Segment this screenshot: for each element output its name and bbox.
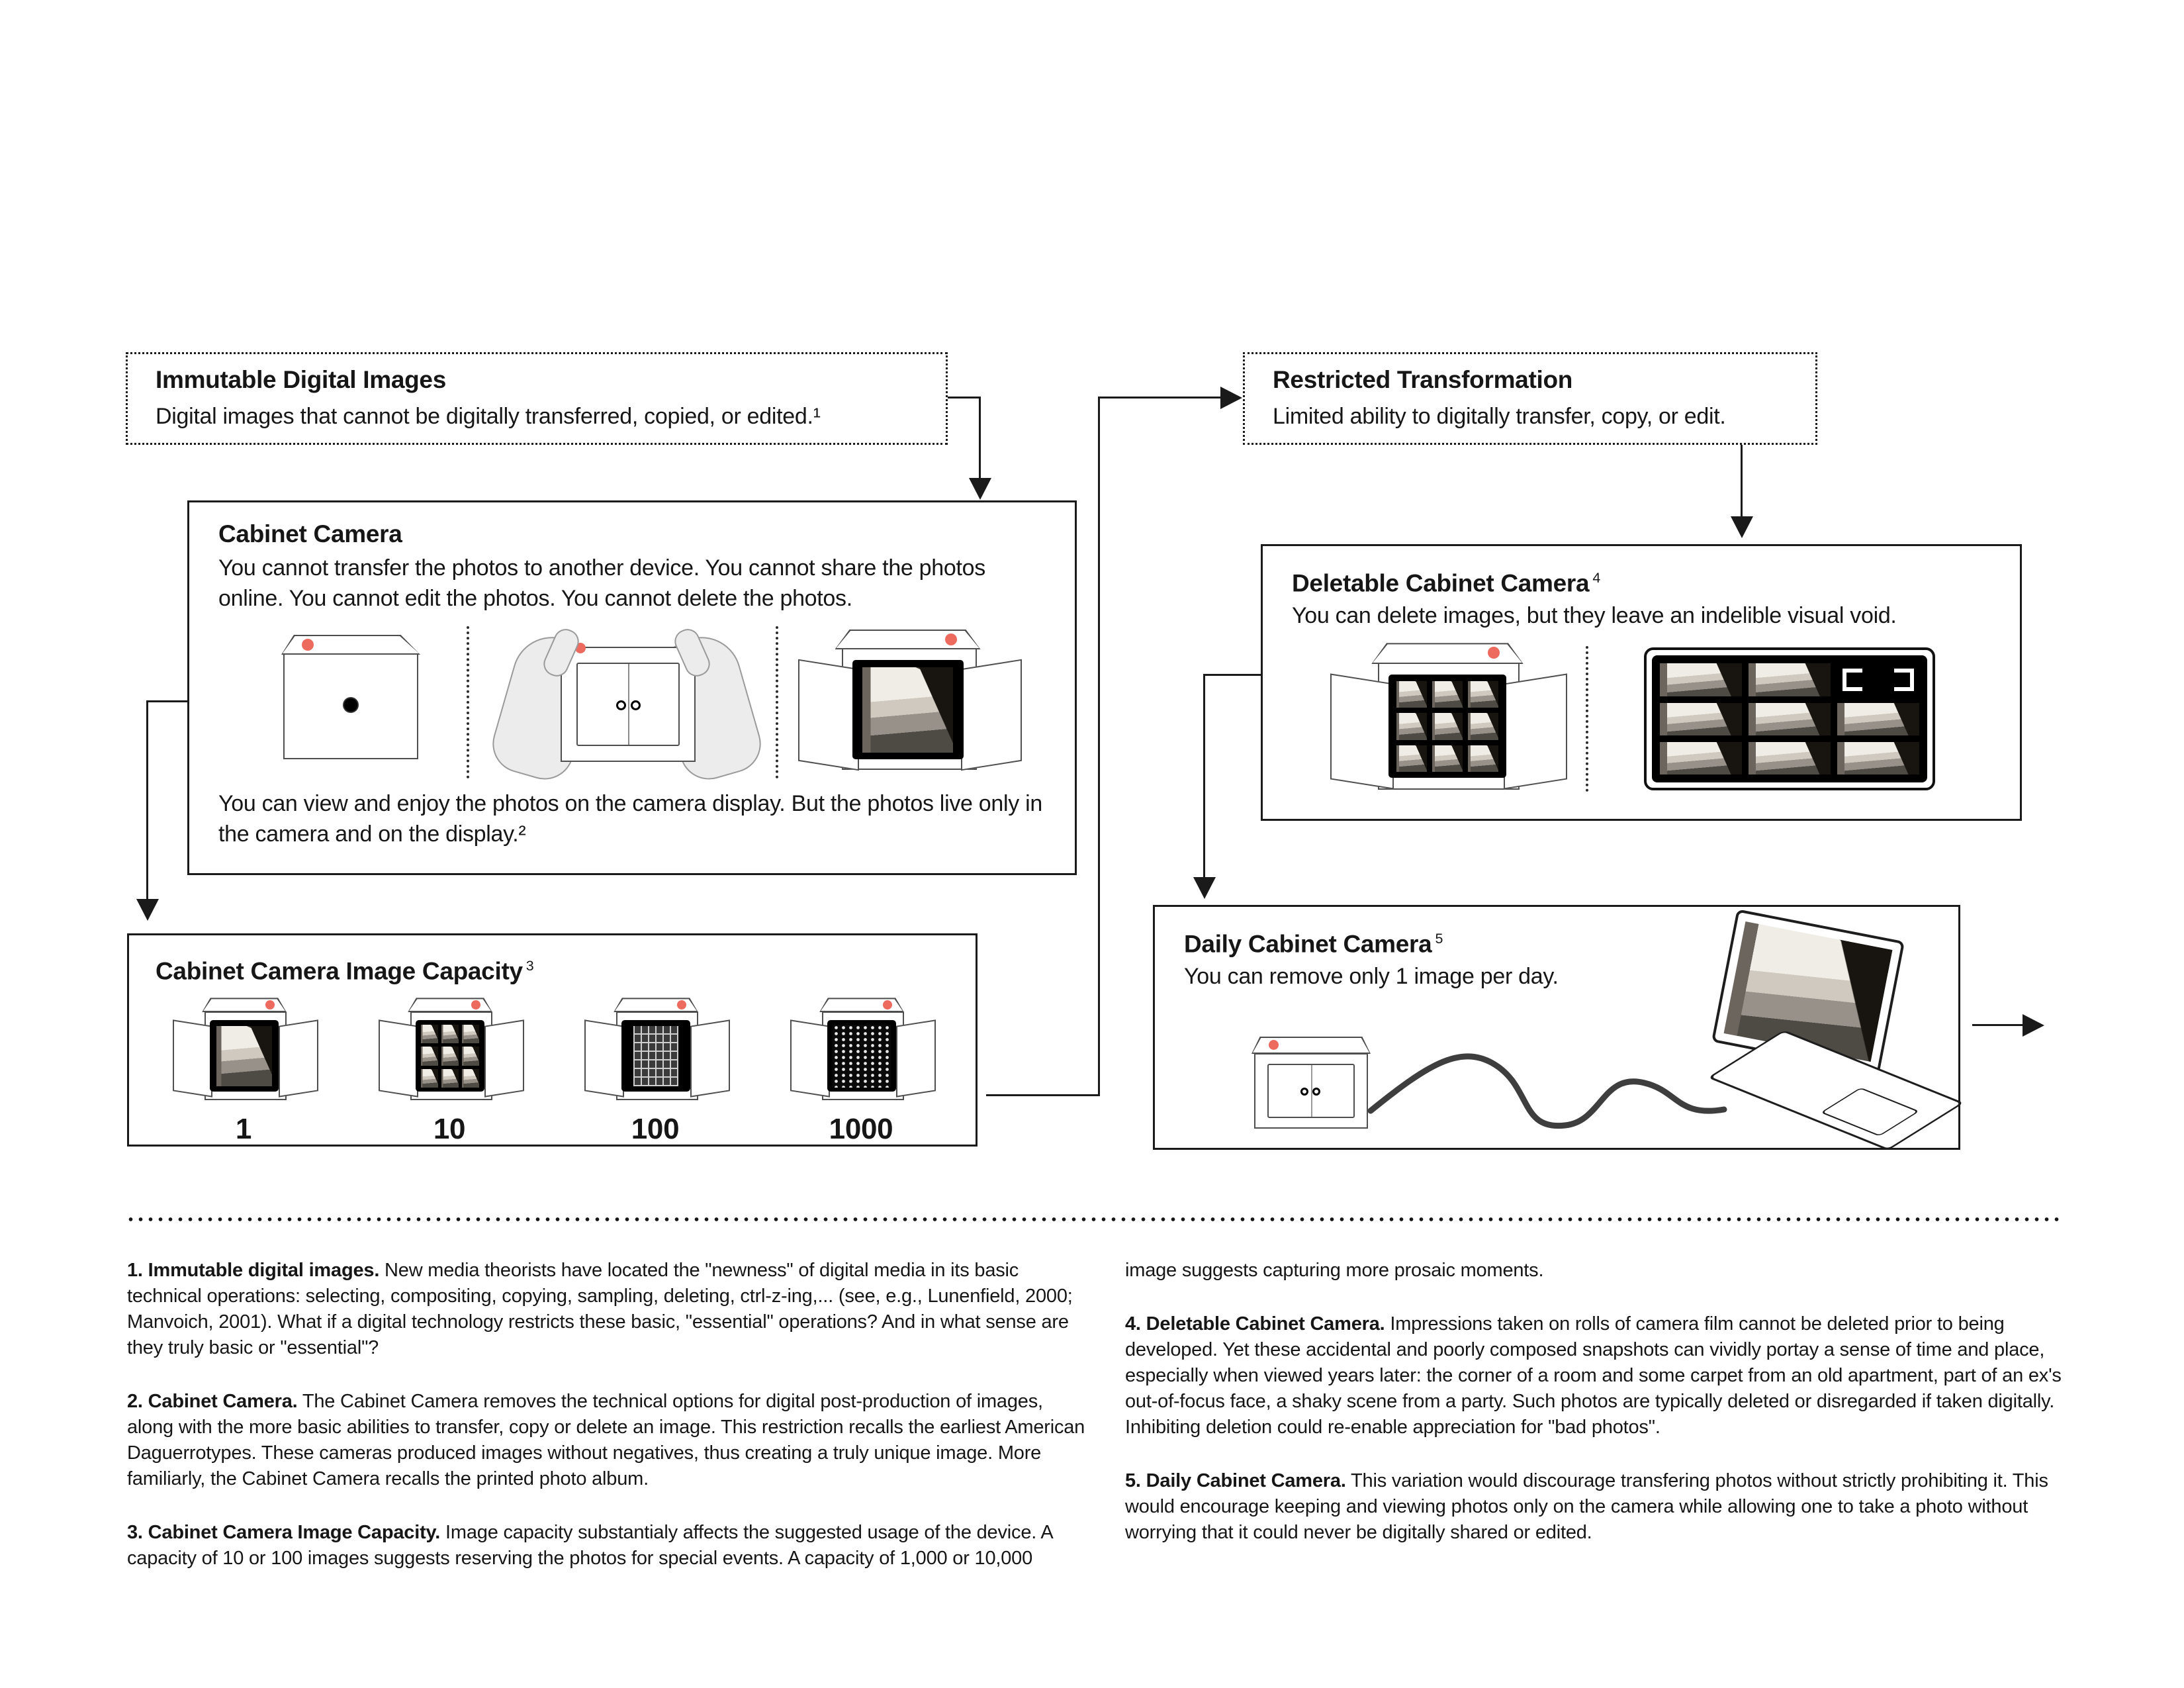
- open-door-right: [961, 659, 1022, 771]
- capacity-label-10: 10: [433, 1113, 466, 1146]
- photo-thumbnail: [1837, 742, 1919, 774]
- restricted-transformation-box: [1243, 352, 1817, 445]
- footnote-marker: 4: [1592, 570, 1600, 586]
- photo-thumbnail: [1468, 713, 1498, 739]
- capacity-label-1: 1: [235, 1113, 252, 1146]
- connector-capacity-to-restricted-h2: [1098, 397, 1222, 399]
- open-door-left: [584, 1020, 624, 1098]
- door-knob: [616, 700, 626, 710]
- capacity-title: Cabinet Camera Image Capacity $^3$: [156, 957, 534, 985]
- connector-cabinet-to-capacity-h: [146, 700, 189, 702]
- connector-immutable-to-cabinet-h: [946, 397, 981, 399]
- photo-thumbnail: [1396, 681, 1427, 708]
- door-knob: [1312, 1088, 1320, 1096]
- footnote-marker: 5: [1435, 931, 1443, 947]
- footnote-1: 1. Immutable digital images. New media theorists have located the "newness" of digital media in its basic technical operations: selecting, compositing, copying, sampling, deleting, ctrl-z-ing,... (see, e.g., Lunenfield, 2000; Manvoich, 2001). What if a digital technology restricts these basic, "essential" operations? And in what sense are they truly basic or "essential"?: [127, 1260, 1073, 1358]
- cabinet-title: Cabinet Camera: [218, 520, 402, 547]
- camera-display: [210, 1020, 279, 1092]
- photo-thumbnail: [1660, 703, 1742, 735]
- camera-display: [416, 1020, 484, 1092]
- red-indicator-dot: [1269, 1040, 1279, 1050]
- footnote-4: 4. Deletable Cabinet Camera. Impressions taken on rolls of camera film cannot be deleted prior to being developed. Yet these accidental and poorly composed snapshots can vividly portay a sense of time and place, especially when viewed years later: the corner of a room and some carpet from an old apartment, part of an ex's out-of-focus face, a shaky scene from a party. Such photos are typically deleted or disregarded if taken digitally. Inhibiting deletion could re-enable appreciation for "bad photos".: [1125, 1313, 2062, 1438]
- camera-lid: [835, 630, 981, 649]
- arrow-right-outgoing: [2023, 1014, 2044, 1037]
- capacity-label-100: 100: [631, 1113, 680, 1146]
- open-camera-grid-illustration: [1292, 643, 1586, 795]
- capacity-item-100: [572, 998, 738, 1146]
- immutable-digital-images-box: [126, 352, 948, 445]
- photo-thumbnail: [1660, 663, 1742, 696]
- photo-thumbnail: [1749, 742, 1831, 774]
- arrow-down-into-daily: [1193, 877, 1216, 899]
- footnote-divider: [126, 1217, 2061, 1222]
- daily-title: Daily Cabinet Camera $^5$: [1184, 930, 1443, 958]
- cabinet-camera-box: [187, 500, 1077, 875]
- camera-closed-doors: [1267, 1064, 1355, 1118]
- connector-daily-outgoing-h: [1972, 1024, 2024, 1026]
- capacity-item-1000: [778, 998, 944, 1146]
- capacity-box: [127, 933, 978, 1147]
- camera-body: [1254, 1053, 1368, 1129]
- cabinet-caption: You can view and enjoy the photos on the camera display. But the photos live only in the camera and on the display.²: [218, 791, 1042, 847]
- capacity-label-1000: 1000: [829, 1113, 893, 1146]
- photo-grid-with-void: [1652, 655, 1927, 782]
- photo-thumbnail: [1660, 742, 1742, 774]
- footnotes-column-left: [127, 1258, 1085, 1599]
- restricted-title: Restricted Transformation: [1273, 366, 1573, 393]
- connector-capacity-to-restricted-v: [1098, 397, 1100, 1096]
- immutable-desc: Digital images that cannot be digitally transferred, copied, or edited.¹: [156, 404, 821, 429]
- photo-thumbnail: [216, 1026, 271, 1086]
- open-door-left: [798, 659, 859, 771]
- immutable-title: Immutable Digital Images: [156, 366, 446, 393]
- camera-closed-doors: [576, 663, 680, 746]
- open-door-right: [896, 1020, 936, 1098]
- connector-cabinet-to-capacity-v: [146, 700, 148, 901]
- footnote-2: 2. Cabinet Camera. The Cabinet Camera removes the technical options for digital post-production of images, along with the more basic abilities to transfer, copy or delete an image. This restriction recalls the earliest American Daguerrotypes. These cameras produced images without negatives, thus creating a truly unique image. More familiarly, the Cabinet Camera recalls the printed photo album.: [127, 1391, 1085, 1489]
- cabinet-desc: You cannot transfer the photos to another device. You cannot share the photos online. You cannot edit the photos. You cannot delete the photos.: [218, 555, 985, 611]
- photo-grid-100: [633, 1026, 679, 1086]
- camera-display: [1388, 675, 1506, 778]
- deleted-photo-void: [1837, 663, 1919, 696]
- arrow-down-into-cabinet: [969, 478, 991, 500]
- connector-restricted-to-deletable-v: [1741, 444, 1743, 518]
- camera-display: [852, 660, 964, 759]
- camera-held-body: [561, 647, 696, 762]
- photo-thumbnail: [1396, 713, 1427, 739]
- capacity-item-10: [367, 998, 532, 1146]
- open-camera-dots: [778, 998, 944, 1102]
- photo-thumbnail: [1468, 745, 1498, 772]
- lens-icon: [344, 698, 357, 712]
- laptop-illustration: [1711, 924, 1936, 1136]
- void-brackets-icon: [1894, 671, 1914, 691]
- photo-grid-9: [421, 1025, 478, 1088]
- cabinet-illustration-row: [218, 623, 1046, 782]
- laptop-touchpad: [1821, 1088, 1920, 1137]
- photo-grid-9: [1396, 681, 1498, 772]
- daily-camera-illustration: [1251, 1037, 1371, 1129]
- void-display-wrap: [1588, 643, 1991, 795]
- door-split-line: [628, 664, 629, 745]
- restricted-desc: Limited ability to digitally transfer, copy, or edit.: [1273, 404, 1726, 429]
- footnotes-column-right: [1125, 1258, 2068, 1573]
- open-door-right: [690, 1020, 730, 1098]
- camera-body: [283, 653, 418, 759]
- connector-capacity-to-restricted-h1: [986, 1094, 1100, 1096]
- large-display: [1644, 647, 1935, 790]
- open-door-left: [379, 1020, 418, 1098]
- footnote-marker: 3: [525, 958, 534, 974]
- photo-grid-1000: [833, 1025, 890, 1088]
- connector-immutable-to-cabinet-v: [979, 397, 981, 480]
- footnote-5: 5. Daily Cabinet Camera. This variation would discourage transfering photos without strictly prohibiting it. This would encourage keeping and viewing photos only on the camera while allowing one to take a photo without worrying that it could never be digitally shared or edited.: [1125, 1470, 2048, 1543]
- open-door-left: [1330, 674, 1394, 790]
- camera-display: [621, 1020, 690, 1092]
- arrow-down-into-deletable: [1731, 516, 1753, 538]
- deletable-illustration-row: [1292, 643, 1991, 795]
- open-camera-fine-grid: [572, 998, 738, 1102]
- photo-thumbnail: [1837, 703, 1919, 735]
- deletable-desc: You can delete images, but they leave an indelible visual void.: [1292, 603, 1897, 629]
- photo-thumbnail: [1432, 745, 1463, 772]
- camera-lid: [1371, 643, 1524, 664]
- connector-deletable-to-daily-h: [1203, 674, 1261, 676]
- daily-cabinet-camera-box: [1153, 905, 1960, 1150]
- capacity-item-1: [161, 998, 326, 1146]
- door-knob: [1300, 1088, 1308, 1096]
- arrow-right-into-restricted: [1220, 387, 1242, 409]
- open-door-left: [790, 1020, 830, 1098]
- deletable-title: Deletable Cabinet Camera $^4$: [1292, 569, 1600, 597]
- connector-deletable-to-daily-v: [1203, 674, 1205, 879]
- footnote-3: 3. Cabinet Camera Image Capacity. Image capacity substantialy affects the suggested usage of the device. A capacity of 10 or 100 images suggests reserving the photos for special events. A capacity of 1,000 or 10,000: [127, 1522, 1052, 1569]
- photo-thumbnail: [862, 667, 954, 753]
- void-brackets-icon: [1843, 671, 1862, 691]
- red-indicator-dot: [302, 639, 314, 651]
- door-knob: [631, 700, 641, 710]
- deletable-cabinet-camera-box: [1261, 544, 2022, 821]
- photo-thumbnail: [1468, 681, 1498, 708]
- open-door-right: [279, 1020, 318, 1098]
- hands-holding-camera-illustration: [469, 623, 776, 782]
- daily-desc: You can remove only 1 image per day.: [1184, 964, 1559, 990]
- closed-camera-illustration: [218, 623, 467, 782]
- photo-thumbnail: [1432, 713, 1463, 739]
- photo-thumbnail: [1432, 681, 1463, 708]
- arrow-down-into-capacity: [136, 899, 159, 921]
- open-camera-illustration: [778, 623, 1035, 782]
- open-door-right: [484, 1020, 524, 1098]
- photo-thumbnail: [1749, 703, 1831, 735]
- footnote-3-continued: image suggests capturing more prosaic moments.: [1125, 1260, 1544, 1281]
- red-indicator-dot: [945, 633, 957, 645]
- capacity-camera-row: [156, 998, 949, 1146]
- open-door-left: [173, 1020, 212, 1098]
- open-door-right: [1504, 674, 1567, 790]
- photo-thumbnail: [1396, 745, 1427, 772]
- camera-display: [827, 1020, 896, 1092]
- open-camera-1-photo: [161, 998, 326, 1102]
- photo-thumbnail: [1749, 663, 1831, 696]
- open-camera-9-grid: [367, 998, 532, 1102]
